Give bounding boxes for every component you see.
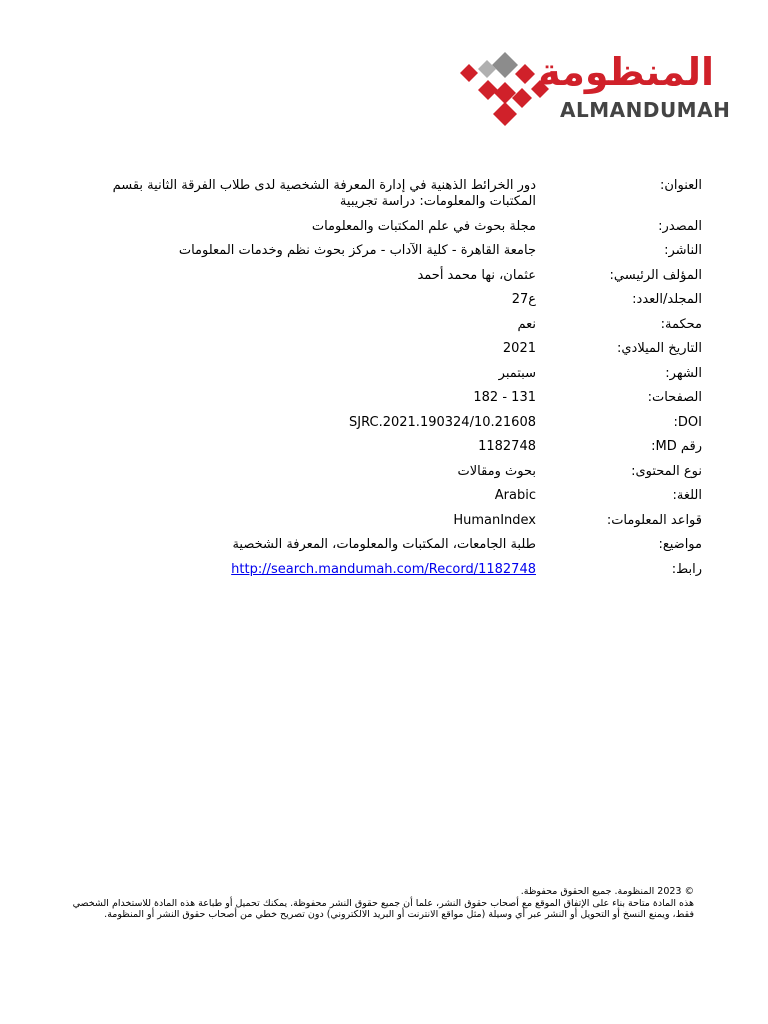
field-label: قواعد المعلومات: [606, 512, 702, 528]
almandumah-logo [456, 48, 731, 132]
field-year [70, 341, 702, 357]
field-pages [70, 390, 702, 406]
field-value [76, 562, 536, 578]
field-language [70, 488, 702, 504]
copyright-footer [54, 886, 694, 921]
field-label: المجلد/العدد: [632, 292, 702, 307]
field-label: DOI: [673, 414, 702, 430]
field-label: مواضيع: [658, 537, 702, 552]
record-link[interactable]: http://search.mandumah.com/Record/1182748 [231, 561, 536, 577]
field-month [70, 366, 702, 382]
logo-english-text: ALMANDUMAH [560, 98, 731, 122]
field-value: طلبة الجامعات، المكتبات والمعلومات، المعرفة الشخصية [232, 537, 536, 552]
field-label: التاريخ الميلادي: [617, 341, 702, 356]
field-source [70, 219, 702, 235]
logo-arabic-text: المنظومة [538, 50, 714, 94]
field-label: رابط: [671, 561, 702, 577]
field-value: بحوث ومقالات [457, 463, 536, 479]
field-value: سبتمبر [498, 365, 536, 381]
field-value: Arabic [494, 488, 536, 503]
field-label: الناشر: [664, 243, 702, 258]
field-value: 131 - 182 [473, 390, 536, 405]
field-label: المصدر: [658, 218, 702, 234]
copyright-line: © 2023 المنظومة. جميع الحقوق محفوظة. [520, 886, 694, 897]
field-content-type [70, 464, 702, 480]
copyright-notice: هذه المادة متاحة بناء على الإتفاق الموقع مع أصحاب حقوق النشر، علما أن جميع حقوق النشر محفوظة. يمكنك تحميل أو طباعة هذه المادة للاستخدام الشخصي فقط، ويمنع النسخ أو التحويل أو النشر عبر أي وسيلة (مثل مواقع الانترنت أو البريد الالكتروني) دون تصريح خطي من أصحاب حقوق النشر أو المنظومة. [72, 897, 694, 920]
field-value: 2021 [502, 341, 536, 356]
field-label: رقم MD: [651, 439, 702, 454]
field-label: محكمة: [660, 316, 702, 332]
field-databases [70, 513, 702, 529]
field-value: 1182748 [478, 439, 536, 454]
field-value: مجلة بحوث في علم المكتبات والمعلومات [311, 218, 536, 234]
field-label: الشهر: [665, 365, 702, 381]
field-publisher [70, 243, 702, 259]
field-title [70, 178, 702, 210]
field-label: نوع المحتوى: [631, 463, 702, 479]
field-value: عثمان، نها محمد أحمد [417, 267, 536, 283]
field-value: دور الخرائط الذهنية في إدارة المعرفة الشخصية لدى طلاب الفرقة الثانية بقسم المكتبات والمعلومات: دراسة تجريبية [112, 178, 536, 209]
field-value: HumanIndex [453, 512, 536, 528]
field-link [70, 562, 702, 578]
field-label: الصفحات: [647, 390, 702, 405]
field-md-number [70, 439, 702, 455]
field-label: العنوان: [659, 178, 702, 193]
field-value: 10.21608/SJRC.2021.190324 [349, 414, 536, 430]
field-label: المؤلف الرئيسي: [609, 267, 702, 283]
field-value: نعم [517, 316, 536, 332]
record-metadata [70, 178, 702, 586]
field-subjects [70, 537, 702, 553]
field-main-author [70, 268, 702, 284]
field-volume-issue [70, 292, 702, 308]
field-value: جامعة القاهرة - كلية الآداب - مركز بحوث نظم وخدمات المعلومات [178, 243, 536, 258]
field-peer-reviewed [70, 317, 702, 333]
field-label: اللغة: [672, 488, 702, 503]
field-doi [70, 415, 702, 431]
field-value: ع27 [511, 292, 536, 307]
